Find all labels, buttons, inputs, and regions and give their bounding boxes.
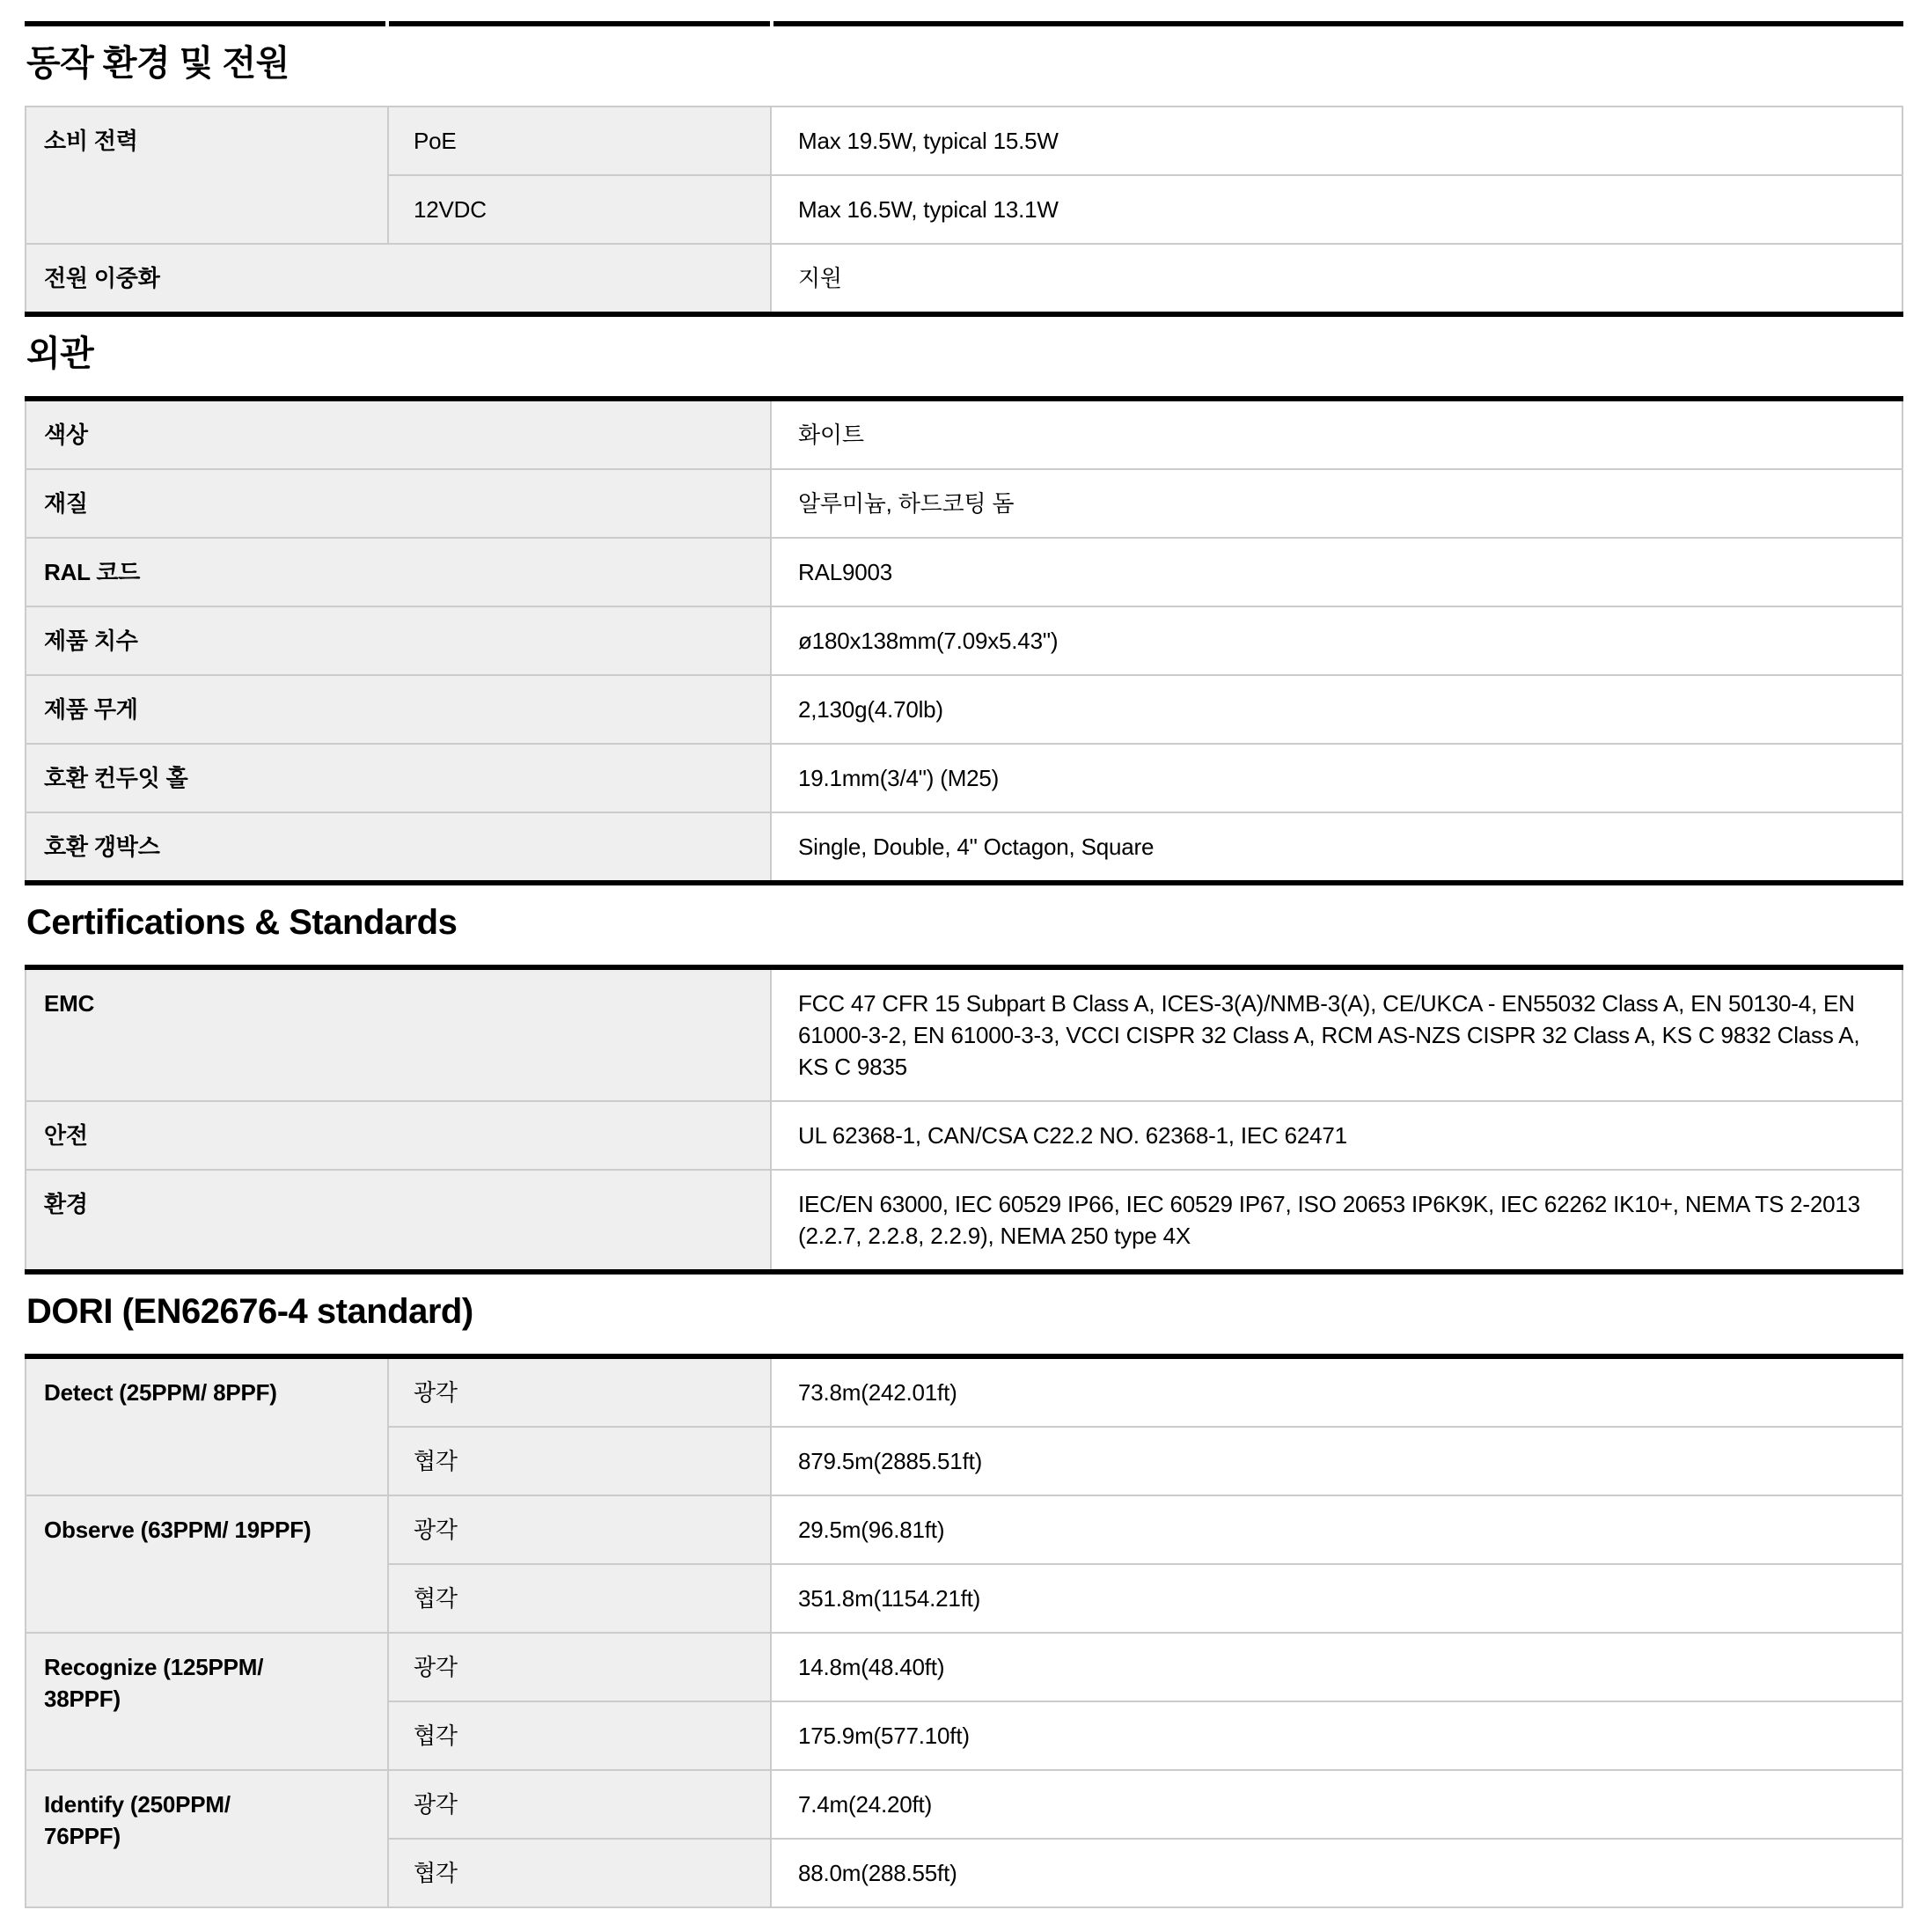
spec-value-cell: 29.5m(96.81ft): [771, 1495, 1902, 1564]
spec-value-cell: 73.8m(242.01ft): [771, 1356, 1902, 1427]
table-row: [26, 967, 1902, 1101]
spec-label-cell: 호환 갱박스: [26, 812, 771, 883]
spec-value-cell: IEC/EN 63000, IEC 60529 IP66, IEC 60529 IP67, ISO 20653 IP6K9K, IEC 62262 IK10+, NEMA TS 2-2013 (2.2.7, 2.2.8, 2.2.9), NEMA 250 type 4X: [771, 1170, 1902, 1272]
table-row: [26, 1170, 1902, 1272]
spec-sub-label-cell: 광각: [388, 1356, 771, 1427]
table-row: [26, 744, 1902, 812]
spec-value-cell: 14.8m(48.40ft): [771, 1633, 1902, 1701]
spec-sub-label-cell: PoE: [388, 107, 771, 175]
page-top-rule: [25, 21, 1903, 26]
table-row: [26, 1356, 1902, 1427]
spec-label-cell: EMC: [26, 967, 771, 1101]
spec-sub-label-cell: 협각: [388, 1839, 771, 1907]
spec-label-cell: 색상: [26, 399, 771, 469]
spec-value-cell: 지원: [771, 244, 1902, 314]
spec-label-cell: 재질: [26, 469, 771, 538]
spec-value-cell: 88.0m(288.55ft): [771, 1839, 1902, 1907]
page-top-rule-segment: [773, 21, 1903, 26]
certifications-spec-table: [25, 965, 1903, 1275]
table-row: [26, 399, 1902, 469]
spec-label-cell: Detect (25PPM/ 8PPF): [26, 1356, 388, 1495]
power-spec-table: [25, 106, 1903, 317]
table-row: [26, 1101, 1902, 1170]
spec-value-cell: FCC 47 CFR 15 Subpart B Class A, ICES-3(A)/NMB-3(A), CE/UKCA - EN55032 Class A, EN 50130-4, EN 61000-3-2, EN 61000-3-3, VCCI CISPR 32 Class A, RCM AS-NZS CISPR 32 Class A, KS C 9832 Class A, KS C 9835: [771, 967, 1902, 1101]
spec-value-cell: 7.4m(24.20ft): [771, 1770, 1902, 1839]
spec-sub-label-cell: 광각: [388, 1770, 771, 1839]
spec-label-cell: Observe (63PPM/ 19PPF): [26, 1495, 388, 1633]
spec-label-cell: 환경: [26, 1170, 771, 1272]
spec-value-cell: 화이트: [771, 399, 1902, 469]
spec-label-cell: 제품 치수: [26, 606, 771, 675]
spec-label-cell: 제품 무게: [26, 675, 771, 744]
table-row: [26, 675, 1902, 744]
spec-label-cell: Recognize (125PPM/ 38PPF): [26, 1633, 388, 1770]
spec-sub-label-cell: 협각: [388, 1701, 771, 1770]
spec-label-cell: 안전: [26, 1101, 771, 1170]
spec-value-cell: 879.5m(2885.51ft): [771, 1427, 1902, 1495]
spec-value-cell: Single, Double, 4" Octagon, Square: [771, 812, 1902, 883]
table-row: [26, 1495, 1902, 1564]
spec-value-cell: RAL9003: [771, 538, 1902, 606]
spec-sub-label-cell: 광각: [388, 1633, 771, 1701]
page-top-rule-segment: [389, 21, 770, 26]
spec-value-cell: ø180x138mm(7.09x5.43"): [771, 606, 1902, 675]
spec-sub-label-cell: 협각: [388, 1564, 771, 1633]
table-row: [26, 469, 1902, 538]
section-title-certifications: Certifications & Standards: [26, 903, 458, 942]
spec-value-cell: 알루미늄, 하드코팅 돔: [771, 469, 1902, 538]
spec-value-cell: Max 16.5W, typical 13.1W: [771, 175, 1902, 244]
spec-label-cell: 호환 컨두잇 홀: [26, 744, 771, 812]
spec-sheet-page: [0, 21, 1928, 1932]
spec-sub-label-cell: 광각: [388, 1495, 771, 1564]
spec-value-cell: 351.8m(1154.21ft): [771, 1564, 1902, 1633]
spec-label-cell: RAL 코드: [26, 538, 771, 606]
spec-label-cell: 소비 전력: [26, 107, 388, 244]
spec-sub-label-cell: 협각: [388, 1427, 771, 1495]
spec-value-cell: UL 62368-1, CAN/CSA C22.2 NO. 62368-1, IEC 62471: [771, 1101, 1902, 1170]
spec-value-cell: 2,130g(4.70lb): [771, 675, 1902, 744]
appearance-spec-table: [25, 396, 1903, 885]
table-row: [26, 244, 1902, 314]
spec-label-cell: 전원 이중화: [26, 244, 771, 314]
spec-value-cell: 175.9m(577.10ft): [771, 1701, 1902, 1770]
section-title-power: 동작 환경 및 전원: [26, 44, 290, 83]
table-row: [26, 606, 1902, 675]
dori-spec-table: [25, 1354, 1903, 1908]
table-row: [26, 1633, 1902, 1701]
spec-value-cell: 19.1mm(3/4") (M25): [771, 744, 1902, 812]
section-title-appearance: 외관: [26, 334, 94, 373]
table-row: [26, 812, 1902, 883]
table-row: [26, 1770, 1902, 1839]
table-row: [26, 538, 1902, 606]
spec-sub-label-cell: 12VDC: [388, 175, 771, 244]
spec-value-cell: Max 19.5W, typical 15.5W: [771, 107, 1902, 175]
page-top-rule-segment: [25, 21, 385, 26]
table-row: [26, 107, 1902, 175]
section-title-dori: DORI (EN62676-4 standard): [26, 1292, 473, 1331]
spec-label-cell: Identify (250PPM/ 76PPF): [26, 1770, 388, 1907]
